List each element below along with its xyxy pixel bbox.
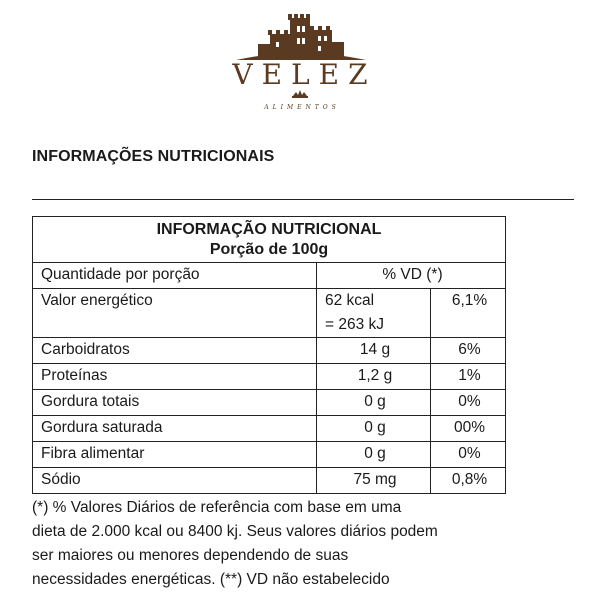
footnote-line: necessidades energéticas. (**) VD não estabelecido: [32, 571, 390, 588]
footnote: [32, 496, 572, 592]
table-row: [33, 416, 506, 442]
nutrient-name: Proteínas: [33, 364, 317, 390]
nutrient-vd: 1%: [431, 364, 506, 390]
energy-kcal: 62 kcal: [325, 292, 375, 309]
divider: [32, 199, 574, 200]
table-row-energy: [33, 289, 506, 338]
nutrient-amount: 1,2 g: [317, 364, 431, 390]
footnote-line: dieta de 2.000 kcal ou 8400 kj. Seus valores diários podem: [32, 523, 438, 540]
table-row: [33, 390, 506, 416]
nutrition-table: [32, 216, 506, 494]
footnote-line: (*) % Valores Diários de referência com base em uma: [32, 499, 402, 516]
nutrient-name: Fibra alimentar: [33, 442, 317, 468]
nutrient-name: Valor energético: [33, 289, 317, 338]
footnote-line: ser maiores ou menores dependendo de suas: [32, 547, 349, 564]
col-vd-header: % VD (*): [317, 263, 506, 289]
table-title-cell: [33, 217, 506, 263]
nutrient-amount: [317, 289, 431, 338]
brand-name: VELEZ: [232, 58, 377, 91]
nutrient-amount: 0 g: [317, 416, 431, 442]
nutrient-name: Sódio: [33, 468, 317, 494]
nutrient-amount: 75 mg: [317, 468, 431, 494]
energy-kj: = 263 kJ: [325, 316, 385, 333]
nutrient-amount: 14 g: [317, 338, 431, 364]
nutrient-name: Carboidratos: [33, 338, 317, 364]
nutrient-vd: 0%: [431, 442, 506, 468]
nutrient-amount: 0 g: [317, 390, 431, 416]
nutrient-name: Gordura saturada: [33, 416, 317, 442]
nutrient-vd: 0%: [431, 390, 506, 416]
table-row: [33, 364, 506, 390]
table-row: [33, 442, 506, 468]
table-row: [33, 338, 506, 364]
col-quantity-header: Quantidade por porção: [33, 263, 317, 289]
nutrient-vd: 0,8%: [431, 468, 506, 494]
table-header-row: [33, 217, 506, 263]
nutrient-vd: 6%: [431, 338, 506, 364]
nutrient-name: Gordura totais: [33, 390, 317, 416]
nutrient-amount: 0 g: [317, 442, 431, 468]
brand-logo: [0, 0, 600, 130]
page-title: INFORMAÇÕES NUTRICIONAIS: [32, 148, 275, 165]
nutrient-vd: 6,1%: [431, 289, 506, 338]
brand-subtitle: ALIMENTOS: [264, 104, 340, 111]
table-row: [33, 468, 506, 494]
table-column-header-row: [33, 263, 506, 289]
table-title: INFORMAÇÃO NUTRICIONAL: [156, 221, 382, 238]
nutrient-vd: 00%: [431, 416, 506, 442]
table-serving: Porção de 100g: [209, 241, 329, 258]
